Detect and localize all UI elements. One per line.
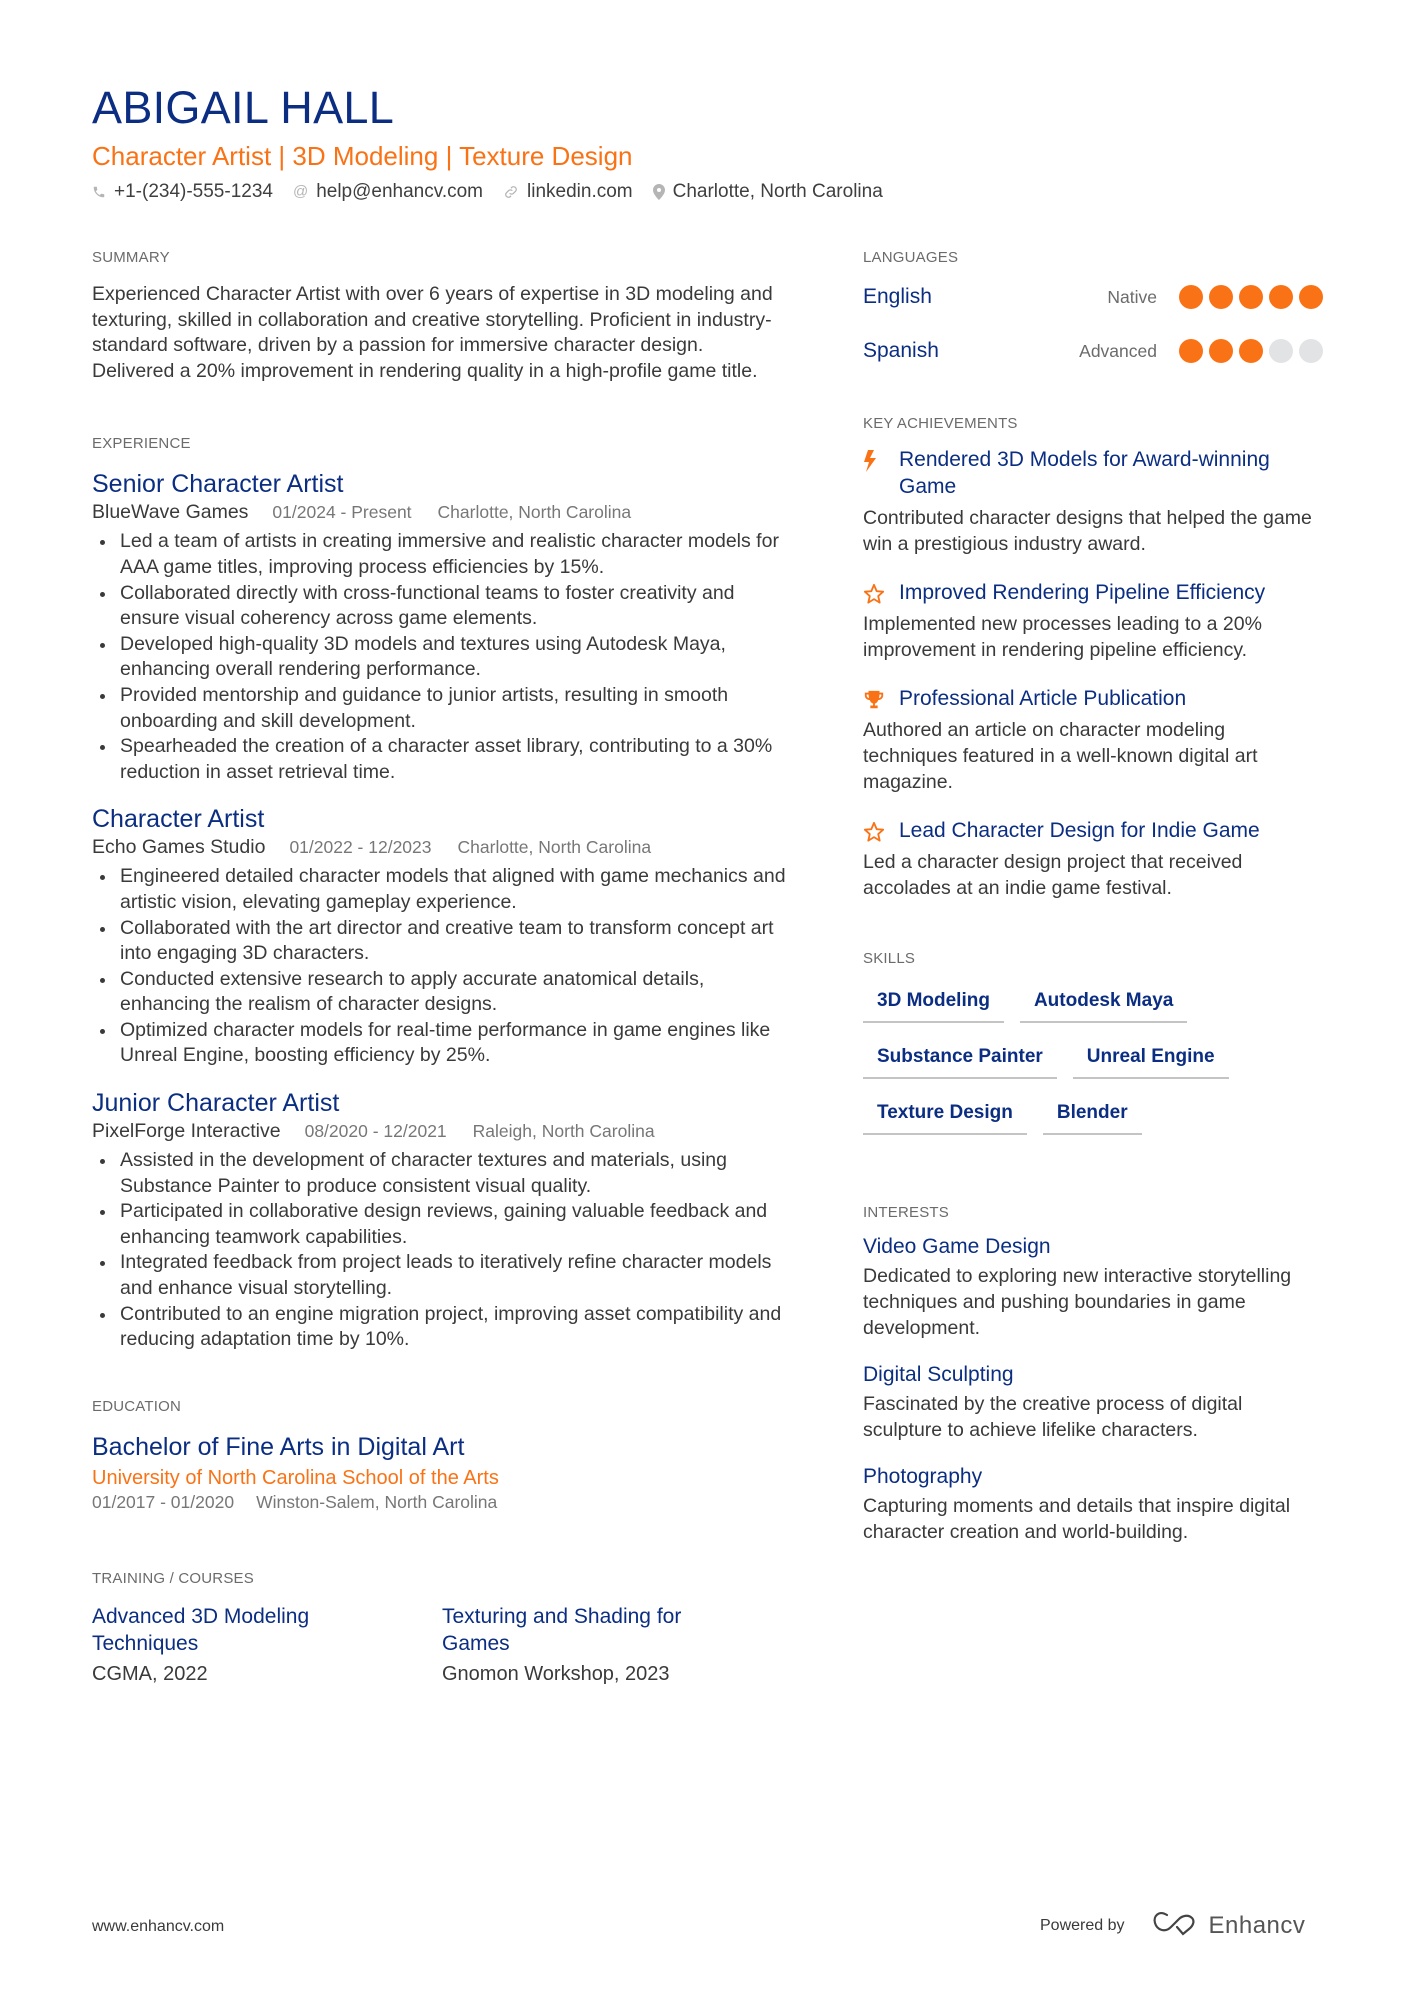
achievement-item [863,446,1323,557]
right-column [863,248,1323,1546]
candidate-name: ABIGAIL HALL [92,82,395,133]
bullet-item: Developed high-quality 3D models and textures using Autodesk Maya, enhancing overall rendering performance. [92,632,792,683]
summary-text: Experienced Character Artist with over 6 years of expertise in 3D modeling and texturing, skilled in collaboration and creative storytelling. Proficient in industry-standard software, driven by a passion for immersive character design. Delivered a 20% improvement in rendering quality in a high-profile game title. [92,283,773,382]
edu-degree: Bachelor of Fine Arts in Digital Art [92,1432,465,1461]
section-heading: INTERESTS [863,1204,949,1222]
rating-dot-filled [1209,339,1233,363]
job-company: PixelForge Interactive [92,1120,281,1143]
job-location: Raleigh, North Carolina [472,1121,655,1142]
location-text: Charlotte, North Carolina [672,181,883,202]
section-heading: SUMMARY [92,249,170,266]
job-bullets [92,529,792,785]
job-dates: 08/2020 - 12/2021 [304,1121,447,1142]
enhancv-brand[interactable]: Enhancv [1208,1911,1306,1939]
bullet-item: Engineered detailed character models that aligned with game mechanics and artistic vision, elevating gameplay experience. [92,864,792,915]
skill-list [863,983,1323,1151]
candidate-title: Character Artist | 3D Modeling | Texture Design [92,141,633,171]
phone-text[interactable]: +1-(234)-555-1234 [114,181,273,202]
bullet-item: Provided mentorship and guidance to junior artists, resulting in smooth onboarding and skill development. [92,683,792,734]
bullet-item: Assisted in the development of character textures and materials, using Substance Painter to produce consistent visual quality. [92,1148,792,1199]
section-heading: EDUCATION [92,1397,182,1415]
contact-linkedin [503,180,633,204]
bullet-item: Spearheaded the creation of a character asset library, contributing to a 30% reduction in asset retrieval time. [92,734,792,785]
rating-dot-filled [1269,285,1293,309]
location-pin-icon [653,184,665,200]
contact-location [653,180,883,204]
achievement-desc: Authored an article on character modeling techniques featured in a well-known digital art magazine. [863,719,1258,793]
job-dates: 01/2024 - Present [272,502,412,523]
achievements-section [863,414,1323,901]
rating-dot-filled [1239,339,1263,363]
interests-section [863,1203,1323,1545]
training-section [92,1569,792,1687]
rating-dots [1173,339,1323,363]
bullet-item: Collaborated directly with cross-functional teams to foster creativity and ensure visual coherency across game elements. [92,581,792,632]
course-list [92,1603,792,1687]
bullet-item: Integrated feedback from project leads to iteratively refine character models and enhance visual storytelling. [92,1250,792,1301]
bolt-icon [863,446,899,472]
job-dates: 01/2022 - 12/2023 [289,837,432,858]
interest-desc: Fascinated by the creative process of digital sculpture to achieve lifelike characters. [863,1393,1243,1441]
achievement-item [863,685,1323,795]
interest-item [863,1463,1323,1545]
rating-dot-empty [1269,339,1293,363]
job-role: Character Artist [92,805,265,834]
bullet-item: Conducted extensive research to apply accurate anatomical details, enhancing the realism of character designs. [92,967,792,1018]
star-icon [863,579,899,605]
interest-item [863,1361,1323,1443]
job-location: Charlotte, North Carolina [437,502,632,523]
edu-dates: 01/2017 - 01/2020 [92,1491,235,1512]
bullet-item: Led a team of artists in creating immersive and realistic character models for AAA game titles, improving process efficiencies by 15%. [92,529,792,580]
footer-website[interactable]: www.enhancv.com [92,1918,225,1935]
rating-dot-filled [1209,285,1233,309]
section-heading: SKILLS [863,950,916,968]
contact-email [293,180,483,204]
skill-tag: 3D Modeling [863,983,1004,1023]
course-provider: CGMA, 2022 [92,1662,208,1685]
skill-tag: Substance Painter [863,1039,1057,1079]
achievement-title: Improved Rendering Pipeline Efficiency [899,581,1266,605]
interest-desc: Capturing moments and details that inspire digital character creation and world-building. [863,1495,1291,1543]
achievement-desc: Led a character design project that received accolades at an indie game festival. [863,851,1243,899]
language-row [863,324,1323,378]
job-meta [92,835,792,860]
summary-section [92,248,792,384]
job-company: BlueWave Games [92,501,249,524]
section-heading: TRAINING / COURSES [92,1569,254,1587]
interest-title: Digital Sculpting [863,1363,1014,1387]
trophy-icon [863,685,899,711]
language-level: Native [1107,286,1157,307]
language-name: English [863,285,932,308]
rating-dot-filled [1179,285,1203,309]
job-bullets [92,864,792,1069]
edu-location: Winston-Salem, North Carolina [256,1491,498,1512]
interest-title: Photography [863,1465,983,1489]
achievement-title: Professional Article Publication [899,687,1187,711]
section-heading: KEY ACHIEVEMENTS [863,415,1018,432]
job-role: Senior Character Artist [92,470,344,499]
interest-desc: Dedicated to exploring new interactive storytelling techniques and pushing boundaries in game development. [863,1265,1292,1339]
rating-dot-filled [1299,285,1323,309]
rating-dot-filled [1179,339,1203,363]
phone-icon [92,184,106,200]
skill-tag: Blender [1043,1095,1142,1135]
achievement-title: Rendered 3D Models for Award-winning Game [899,448,1270,498]
linkedin-text[interactable]: linkedin.com [527,181,633,202]
section-heading: EXPERIENCE [92,435,191,453]
left-column [92,248,792,1687]
course-title: Advanced 3D Modeling Techniques [92,1604,310,1655]
contact-row [92,180,903,204]
skill-tag: Texture Design [863,1095,1027,1135]
language-name: Spanish [863,339,939,362]
enhancv-logo-icon [1151,1910,1199,1941]
job-meta [92,500,792,525]
bullet-item: Contributed to an engine migration project, improving asset compatibility and reducing adaptation time by 10%. [92,1302,792,1353]
achievement-item [863,579,1323,663]
experience-section [92,434,792,1352]
job-meta [92,1119,792,1144]
email-text[interactable]: help@enhancv.com [316,181,484,202]
achievement-desc: Contributed character designs that helped the game win a prestigious industry award. [863,507,1312,555]
powered-by-label: Powered by [1040,1916,1125,1934]
rating-dots [1173,285,1323,309]
language-level: Advanced [1079,340,1157,361]
experience-item [92,468,792,785]
rating-dot-empty [1299,339,1323,363]
job-bullets [92,1148,792,1353]
job-role: Junior Character Artist [92,1089,340,1118]
section-heading: LANGUAGES [863,249,959,266]
edu-school: University of North Carolina School of the Arts [92,1466,499,1489]
footer-branding [1040,1910,1305,1941]
job-company: Echo Games Studio [92,836,266,859]
course-provider: Gnomon Workshop, 2023 [442,1662,670,1685]
course-item [442,1603,792,1687]
job-location: Charlotte, North Carolina [457,837,652,858]
interest-title: Video Game Design [863,1235,1051,1259]
languages-section [863,248,1323,378]
contact-phone [92,180,273,204]
star-icon [863,817,899,843]
at-icon: @ [292,183,309,200]
experience-item [92,803,792,1069]
skills-section [863,949,1323,1151]
education-section [92,1397,792,1513]
experience-item [92,1087,792,1353]
link-icon [503,184,519,200]
course-item [92,1603,442,1687]
bullet-item: Collaborated with the art director and creative team to transform concept art into engaging 3D characters. [92,916,792,967]
language-row [863,270,1323,324]
course-title: Texturing and Shading for Games [442,1604,682,1655]
achievement-desc: Implemented new processes leading to a 20% improvement in rendering pipeline efficiency. [863,613,1262,661]
bullet-item: Optimized character models for real-time performance in game engines like Unreal Engine, boosting efficiency by 25%. [92,1018,792,1069]
achievement-title: Lead Character Design for Indie Game [899,819,1260,843]
skill-tag: Unreal Engine [1073,1039,1229,1079]
skill-tag: Autodesk Maya [1020,983,1187,1023]
edu-meta [92,1491,792,1513]
rating-dot-filled [1239,285,1263,309]
interest-item [863,1233,1323,1341]
achievement-item [863,817,1323,901]
bullet-item: Participated in collaborative design reviews, gaining valuable feedback and enhancing teamwork capabilities. [92,1199,792,1250]
